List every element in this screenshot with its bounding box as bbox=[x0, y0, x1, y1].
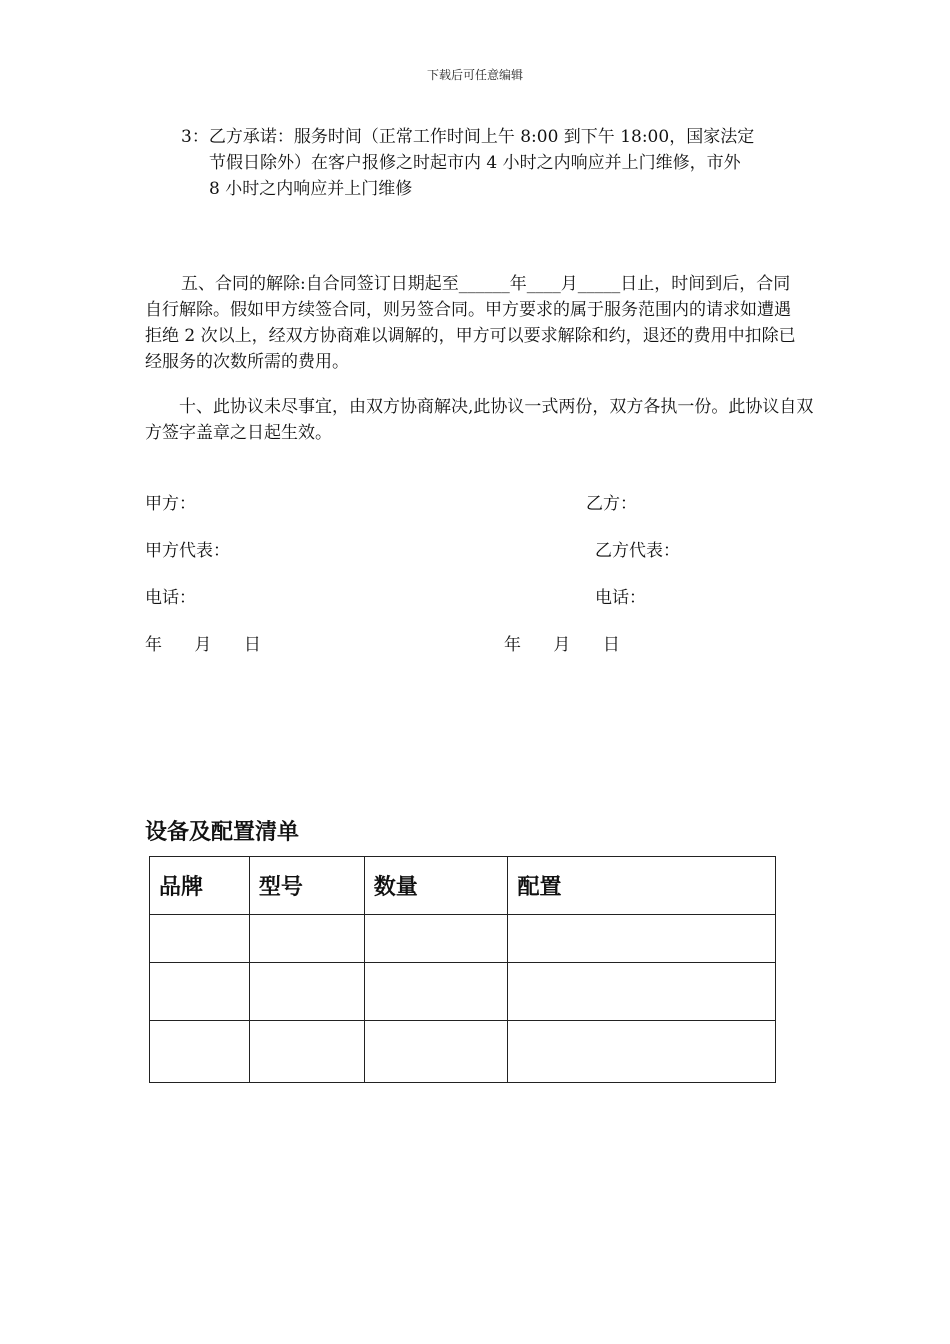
party-a-phone-label: 电话： bbox=[145, 588, 196, 608]
party-b-phone-label: 电话： bbox=[595, 588, 646, 608]
clause-3-line-1: 3：乙方承诺：服务时间（正常工作时间上午 8:00 到下午 18:00，国家法定 bbox=[181, 127, 755, 147]
party-b-date: 年 月 日 bbox=[504, 635, 620, 655]
table-header-row bbox=[150, 857, 776, 915]
party-b-label: 乙方： bbox=[586, 494, 637, 514]
clause-3-line-2: 节假日除外）在客户报修之时起市内 4 小时之内响应并上门维修，市外 bbox=[209, 153, 741, 173]
clause-3 bbox=[181, 124, 821, 202]
party-a-date: 年 月 日 bbox=[145, 635, 261, 655]
table-row bbox=[150, 1021, 776, 1083]
table-cell[interactable] bbox=[150, 1021, 250, 1083]
column-header-config: 配置 bbox=[508, 857, 776, 915]
table-cell[interactable] bbox=[150, 963, 250, 1021]
table-cell[interactable] bbox=[364, 963, 508, 1021]
clause-5-termination: 五、合同的解除:自合同签订日期起至______年____月_____日止，时间到后，合同自行解除。假如甲方续签合同，则另签合同。甲方要求的属于服务范围内的请求如遭遇拒绝 2 次以上，经双方协商难以调解的，甲方可以要求解除和约，退还的费用中扣除已经服务的次数所需的费用。 bbox=[145, 274, 796, 372]
table-row bbox=[150, 915, 776, 963]
clause-10-misc: 十、此协议未尽事宜，由双方协商解决,此协议一式两份，双方各执一份。此协议自双方签字盖章之日起生效。 bbox=[145, 397, 814, 443]
table-cell[interactable] bbox=[508, 915, 776, 963]
table-cell[interactable] bbox=[364, 915, 508, 963]
table-cell[interactable] bbox=[508, 963, 776, 1021]
equipment-list-title: 设备及配置清单 bbox=[145, 820, 300, 845]
column-header-model: 型号 bbox=[249, 857, 364, 915]
column-header-brand: 品牌 bbox=[150, 857, 250, 915]
equipment-table bbox=[149, 856, 776, 1083]
column-header-quantity: 数量 bbox=[364, 857, 508, 915]
table-cell[interactable] bbox=[249, 1021, 364, 1083]
clause-3-line-3: 8 小时之内响应并上门维修 bbox=[209, 179, 413, 199]
header-note: 下载后可任意编辑 bbox=[426, 68, 523, 82]
table-cell[interactable] bbox=[364, 1021, 508, 1083]
table-cell[interactable] bbox=[508, 1021, 776, 1083]
table-row bbox=[150, 963, 776, 1021]
party-a-rep-label: 甲方代表： bbox=[145, 541, 230, 561]
party-a-label: 甲方： bbox=[145, 494, 196, 514]
party-b-rep-label: 乙方代表： bbox=[595, 541, 680, 561]
table-cell[interactable] bbox=[249, 915, 364, 963]
table-cell[interactable] bbox=[249, 963, 364, 1021]
table-cell[interactable] bbox=[150, 915, 250, 963]
